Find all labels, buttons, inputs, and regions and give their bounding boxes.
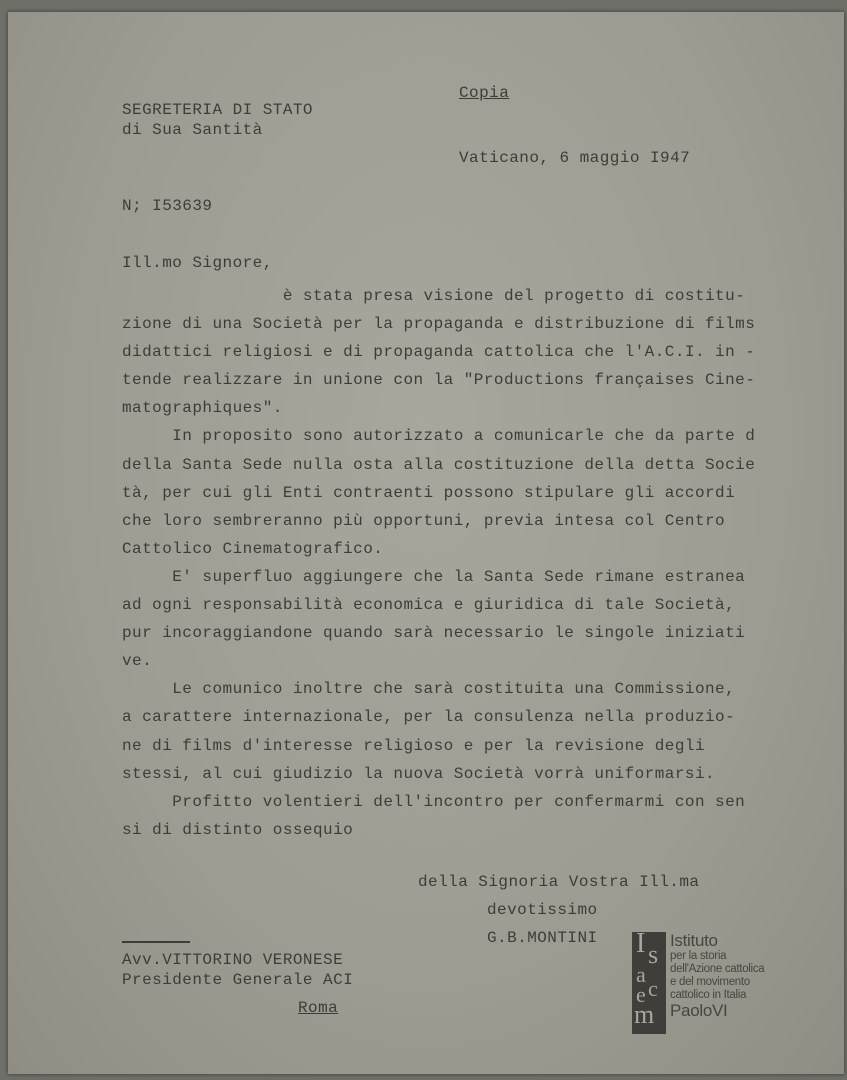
body-line: didattici religiosi e di propaganda cattolica che l'A.C.I. in - [122, 343, 756, 362]
body-line: della Santa Sede nulla osta alla costituzione della detta Socie [122, 455, 756, 474]
letter-body [122, 282, 755, 844]
body-line: ne di films d'interesse religioso e per la revisione degli [122, 736, 705, 755]
logo-line-5: cattolico in Italia [670, 989, 747, 1001]
addressee-title: Presidente Generale ACI [122, 971, 354, 989]
copy-label: Copia [459, 84, 510, 102]
body-line: pur incoraggiandone quando sarà necessario le singole iniziati [122, 624, 746, 643]
closing-line-1: della Signoria Vostra Ill.ma [418, 873, 700, 891]
closing-line-2: devotissimo [487, 901, 598, 919]
body-line: tà, per cui gli Enti contraenti possono stipulare gli accordi [122, 483, 736, 502]
body-line: ve. [122, 652, 153, 671]
protocol-number: N; I53639 [122, 197, 213, 215]
body-line: stessi, al cui giudizio la nuova Società vorrà uniformarsi. [122, 764, 716, 783]
addressee-city: Roma [298, 999, 339, 1017]
logo-letters-mark: I s a e c m [632, 932, 666, 1034]
body-line: è stata presa visione del progetto di costitu- [122, 287, 746, 305]
isacem-logo [632, 928, 772, 1036]
sender-line-1: SEGRETERIA DI STATO [122, 101, 313, 119]
sender-line-2: di Sua Santità [122, 121, 263, 139]
body-line: tende realizzare in unione con la "Productions françaises Cine- [122, 371, 756, 390]
salutation: Ill.mo Signore, [122, 254, 273, 272]
body-line: Le comunico inoltre che sarà costituita una Commissione, [122, 680, 736, 699]
addressee-name: Avv.VITTORINO VERONESE [122, 951, 344, 969]
body-line: zione di una Società per la propaganda e distribuzione di films [122, 315, 756, 334]
divider-rule [122, 941, 190, 943]
body-line: In proposito sono autorizzato a comunicarle che da parte d [122, 427, 756, 446]
body-line: ad ogni responsabilità economica e giuridica di tale Società, [122, 596, 736, 615]
body-line: a carattere internazionale, per la consulenza nella produzio- [122, 708, 736, 727]
body-line: si di distinto ossequio [122, 820, 354, 839]
body-line: Cattolico Cinematografico. [122, 539, 384, 558]
body-line: matographiques". [122, 399, 283, 418]
logo-line-1: Istituto [670, 931, 718, 950]
logo-line-6: PaoloVI [670, 1001, 728, 1020]
logo-line-2: per la storia [670, 950, 727, 962]
body-line: E' superfluo aggiungere che la Santa Sede rimane estranea [122, 567, 746, 586]
body-line: Profitto volentieri dell'incontro per confermarmi con sen [122, 792, 746, 811]
signature: G.B.MONTINI [487, 929, 598, 947]
logo-line-3: dell'Azione cattolica [670, 963, 765, 975]
place-date: Vaticano, 6 maggio I947 [459, 149, 691, 167]
body-line: che loro sembreranno più opportuni, previa intesa col Centro [122, 511, 726, 530]
logo-line-4: e del movimento [670, 976, 750, 988]
